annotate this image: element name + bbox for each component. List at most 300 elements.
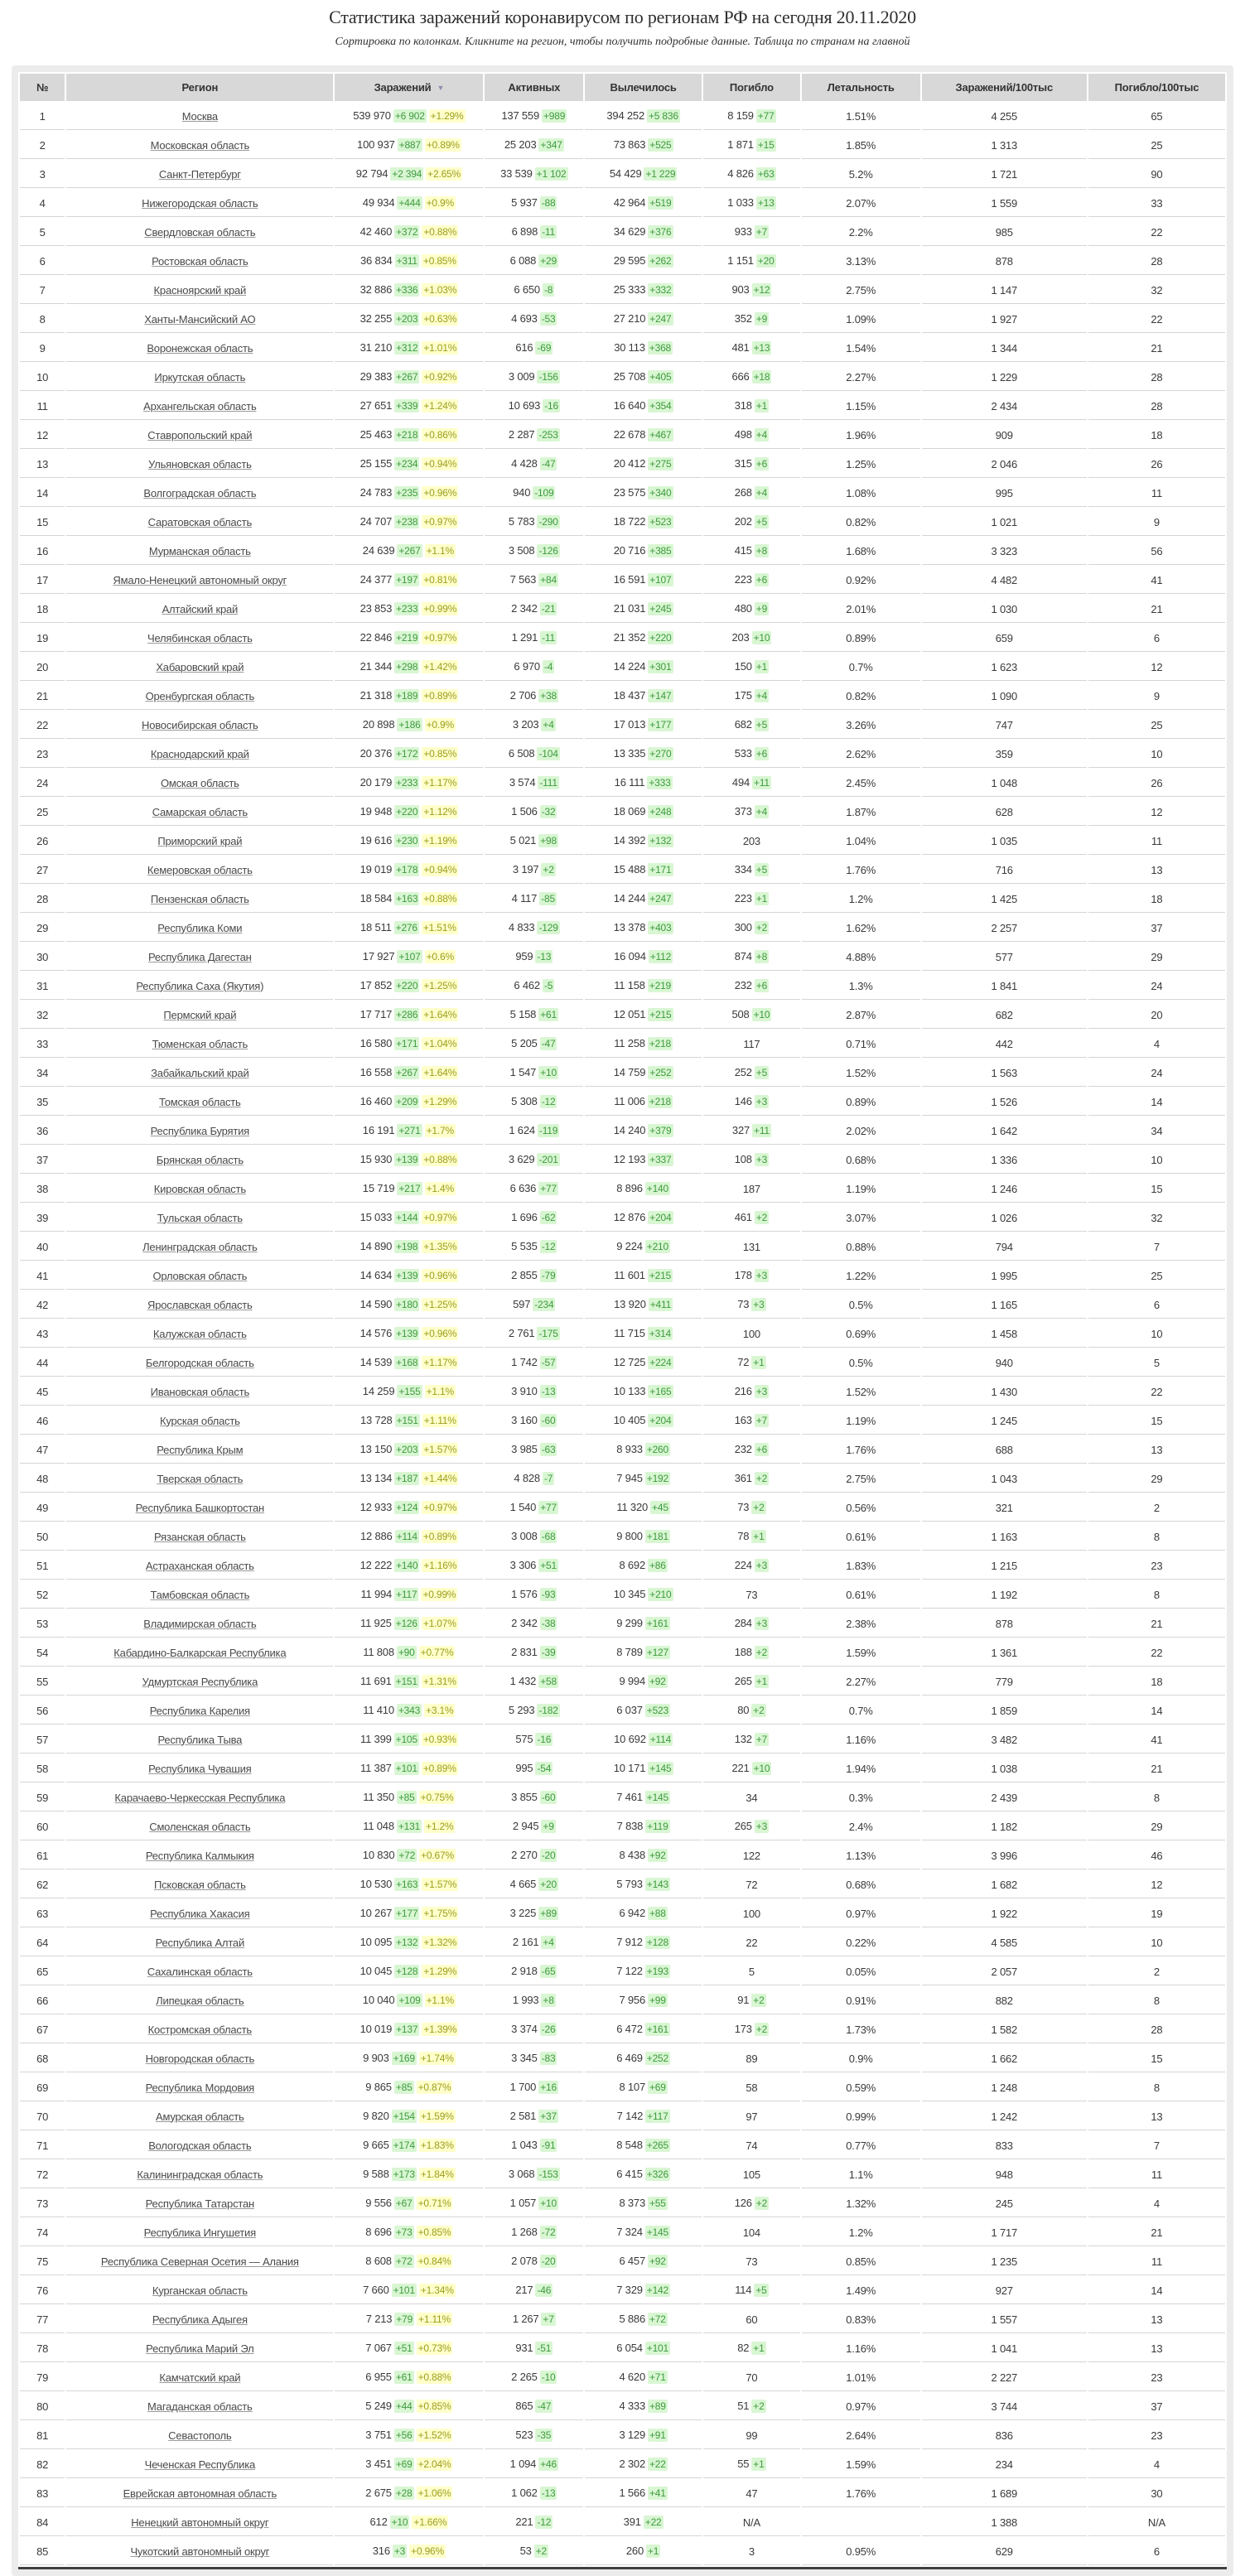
infected-cell: 5 249 +44 +0.85%	[335, 2393, 483, 2420]
region-link[interactable]: Ростовская область	[152, 254, 249, 268]
died-cell: 3	[703, 2538, 800, 2565]
region-link[interactable]: Орловская область	[152, 1269, 248, 1282]
region-link[interactable]: Свердловская область	[144, 225, 256, 239]
col-header-infected[interactable]: Заражений ▼	[335, 74, 483, 101]
table-row	[20, 1436, 1225, 1464]
active-delta-badge: -21	[541, 603, 556, 615]
infected-per100k-cell: 794	[922, 1233, 1087, 1261]
infected-delta-badge: +168	[396, 1357, 418, 1368]
infected-cell: 20 898 +186 +0.9%	[335, 712, 483, 739]
lethality-cell: 0.68%	[802, 1146, 920, 1174]
infected-delta-badge: +219	[396, 632, 418, 644]
region-link[interactable]: Курганская область	[152, 2284, 248, 2297]
active-delta-badge: -111	[539, 777, 557, 789]
region-link[interactable]: Тверская область	[157, 1472, 244, 1485]
region-cell	[66, 2219, 333, 2246]
infected-percent-badge: +1.29%	[430, 110, 464, 122]
region-link[interactable]: Ярославская область	[147, 1298, 253, 1311]
recovered-cell: 6 457 +92	[585, 2248, 702, 2275]
infected-per100k-cell: 1 043	[922, 1465, 1087, 1493]
region-link[interactable]: Забайкальский край	[151, 1066, 249, 1079]
active-cell: 597 -234	[485, 1291, 583, 1319]
recovered-delta-badge: +86	[649, 1560, 666, 1571]
active-delta-badge: -85	[541, 893, 555, 904]
infected-cell: 11 387 +101 +0.89%	[335, 1755, 483, 1782]
died-per100k-cell: 18	[1088, 1668, 1225, 1696]
recovered-delta-badge: +55	[649, 2197, 666, 2209]
recovered-delta-badge: +171	[649, 864, 672, 876]
row-number: 17	[20, 567, 65, 594]
recovered-delta-badge: +22	[644, 2516, 662, 2528]
died-delta-badge: +6	[755, 458, 768, 470]
region-link[interactable]: Республика Карелия	[149, 1704, 250, 1717]
died-delta-badge: +13	[753, 342, 770, 354]
active-cell: 3 160 -60	[485, 1407, 583, 1435]
region-link[interactable]: Мурманская область	[148, 544, 251, 557]
died-per100k-cell: 4	[1088, 1030, 1225, 1058]
region-link[interactable]: Пензенская область	[150, 892, 249, 905]
table-row	[20, 335, 1225, 362]
recovered-delta-badge: +45	[652, 1502, 668, 1513]
recovered-delta-badge: +145	[646, 1792, 668, 1803]
table-row	[20, 1929, 1225, 1956]
region-link[interactable]: Республика Саха (Якутия)	[136, 979, 264, 992]
lethality-cell: 2.2%	[802, 219, 920, 246]
infected-cell: 11 691 +151 +1.31%	[335, 1668, 483, 1696]
region-link[interactable]: Иркутская область	[154, 370, 246, 384]
region-link[interactable]: Брянская область	[156, 1153, 244, 1166]
region-link[interactable]: Калужская область	[152, 1327, 247, 1340]
active-cell: 2 287 -253	[485, 422, 583, 449]
row-number: 76	[20, 2277, 65, 2304]
recovered-cell: 30 113 +368	[585, 335, 702, 362]
row-number: 85	[20, 2538, 65, 2565]
col-header-died[interactable]: Погибло	[703, 74, 800, 101]
region-link[interactable]: Магаданская область	[147, 2400, 253, 2413]
row-number: 9	[20, 335, 65, 362]
died-cell: 82 +1	[703, 2335, 800, 2362]
region-link[interactable]: Республика Тыва	[157, 1733, 243, 1746]
infected-cell: 9 903 +169 +1.74%	[335, 2045, 483, 2072]
infected-per100k-cell: 985	[922, 219, 1087, 246]
region-link[interactable]: Республика Адыгея	[152, 2313, 248, 2326]
row-number: 53	[20, 1610, 65, 1638]
region-link[interactable]: Республика Дагестан	[147, 950, 252, 963]
region-link[interactable]: Еврейская автономная область	[123, 2487, 277, 2500]
region-link[interactable]: Амурская область	[156, 2110, 244, 2123]
region-link[interactable]: Кабардино-Балкарская Республика	[113, 1646, 287, 1659]
infected-cell: 9 820 +154 +1.59%	[335, 2103, 483, 2130]
died-per100k-cell: 8	[1088, 2074, 1225, 2101]
infected-percent-badge: +1.34%	[420, 2284, 454, 2296]
lethality-cell: 0.5%	[802, 1291, 920, 1319]
died-per100k-cell: 29	[1088, 1813, 1225, 1840]
died-delta-badge: +13	[757, 197, 775, 209]
region-link[interactable]: Самарская область	[152, 805, 248, 818]
infected-percent-badge: +1.35%	[423, 1241, 457, 1252]
active-delta-badge: -12	[541, 1241, 556, 1252]
active-cell: 3 345 -83	[485, 2045, 583, 2072]
region-cell	[66, 219, 333, 246]
active-cell: 2 918 -65	[485, 1958, 583, 1985]
infected-delta-badge: +230	[396, 835, 418, 847]
region-link[interactable]: Волгоградская область	[143, 486, 257, 499]
active-delta-badge: +20	[540, 1879, 557, 1890]
region-link[interactable]: Томская область	[159, 1095, 241, 1108]
died-cell: 104	[703, 2219, 800, 2246]
recovered-delta-badge: +210	[649, 1589, 672, 1600]
region-link[interactable]: Республика Северная Осетия — Алания	[100, 2255, 299, 2268]
active-delta-badge: +4	[543, 1937, 554, 1948]
table-row	[20, 1059, 1225, 1087]
row-number: 42	[20, 1291, 65, 1319]
lethality-cell: 1.87%	[802, 798, 920, 826]
region-link[interactable]: Москва	[181, 109, 218, 123]
region-cell	[66, 1436, 333, 1464]
region-link[interactable]: Приморский край	[157, 834, 243, 847]
col-header-died-per100k[interactable]: Погибло/100тыс	[1088, 74, 1225, 101]
infected-cell: 16 580 +171 +1.04%	[335, 1030, 483, 1058]
infected-delta-badge: +177	[396, 1908, 418, 1919]
active-cell: 1 062 -13	[485, 2480, 583, 2507]
table-row	[20, 1465, 1225, 1493]
recovered-delta-badge: +107	[649, 574, 672, 586]
row-number: 75	[20, 2248, 65, 2275]
table-row	[20, 1900, 1225, 1927]
recovered-delta-badge: +101	[646, 2342, 668, 2354]
infected-cell: 19 948 +220 +1.12%	[335, 798, 483, 826]
col-header-active[interactable]: Активных	[485, 74, 583, 101]
page-title: Статистика заражений коронавирусом по регионам РФ на сегодня 20.11.2020	[329, 7, 916, 27]
region-link[interactable]: Республика Татарстан	[145, 2197, 254, 2210]
died-cell: 318 +1	[703, 393, 800, 420]
col-header-number[interactable]: №	[20, 74, 65, 101]
row-number: 19	[20, 625, 65, 652]
region-link[interactable]: Тамбовская область	[150, 1588, 250, 1601]
region-link[interactable]: Курская область	[160, 1414, 240, 1427]
active-delta-badge: -16	[537, 1734, 552, 1745]
died-per100k-cell: 41	[1088, 567, 1225, 594]
active-cell: 217 -46	[485, 2277, 583, 2304]
infected-cell: 10 040 +109 +1.1%	[335, 1987, 483, 2014]
recovered-cell: 7 461 +145	[585, 1784, 702, 1811]
col-header-region[interactable]: Регион	[66, 74, 333, 101]
died-cell: 223 +6	[703, 567, 800, 594]
recovered-delta-badge: +405	[649, 371, 672, 383]
recovered-delta-badge: +368	[649, 342, 672, 354]
infected-percent-badge: +1.29%	[423, 1966, 457, 1977]
recovered-cell: 7 142 +117	[585, 2103, 702, 2130]
region-cell	[66, 1465, 333, 1493]
lethality-cell: 0.71%	[802, 1030, 920, 1058]
infected-delta-badge: +51	[395, 2342, 413, 2354]
recovered-delta-badge: +247	[649, 893, 672, 904]
col-header-infected-per100k[interactable]: Заражений/100тыс	[922, 74, 1087, 101]
infected-per100k-cell: 1 458	[922, 1320, 1087, 1348]
region-link[interactable]: Астраханская область	[145, 1559, 254, 1572]
active-cell: 6 088 +29	[485, 248, 583, 275]
region-cell	[66, 740, 333, 768]
table-row	[20, 1291, 1225, 1319]
row-number: 69	[20, 2074, 65, 2101]
active-delta-badge: -32	[541, 806, 556, 818]
died-per100k-cell: 11	[1088, 827, 1225, 855]
recovered-cell: 29 595 +262	[585, 248, 702, 275]
table-row	[20, 2103, 1225, 2130]
died-delta-badge: +1	[755, 1676, 768, 1687]
region-link[interactable]: Севастополь	[168, 2429, 232, 2442]
region-cell	[66, 1146, 333, 1174]
active-delta-badge: +77	[540, 1183, 557, 1194]
region-link[interactable]: Республика Марий Эл	[146, 2342, 254, 2355]
recovered-delta-badge: +1 229	[645, 168, 676, 180]
infected-delta-badge: +85	[395, 2082, 413, 2093]
lethality-cell: 0.5%	[802, 1349, 920, 1377]
active-delta-badge: +84	[540, 574, 557, 586]
region-link[interactable]: Удмуртская Республика	[142, 1675, 258, 1688]
region-cell	[66, 1755, 333, 1782]
recovered-cell: 394 252 +5 836	[585, 103, 702, 130]
active-cell: 523 -35	[485, 2422, 583, 2449]
region-cell	[66, 2480, 333, 2507]
region-cell	[66, 1784, 333, 1811]
col-header-recovered[interactable]: Вылечилось	[585, 74, 702, 101]
region-link[interactable]: Республика Калмыкия	[145, 1849, 254, 1862]
region-link[interactable]: Ханты-Мансийский АО	[144, 312, 256, 326]
region-link[interactable]: Алтайский край	[162, 602, 239, 615]
infected-cell: 11 410 +343 +3.1%	[335, 1697, 483, 1725]
infected-per100k-cell: 948	[922, 2161, 1087, 2188]
infected-percent-badge: +1.64%	[423, 1067, 457, 1078]
active-cell: 4 428 -47	[485, 451, 583, 478]
infected-percent-badge: +0.77%	[420, 1647, 454, 1658]
region-link[interactable]: Пермский край	[163, 1008, 237, 1021]
recovered-delta-badge: +385	[649, 545, 672, 557]
infected-cell: 17 927 +107 +0.6%	[335, 943, 483, 971]
table-row	[20, 654, 1225, 681]
region-link[interactable]: Республика Ингушетия	[143, 2226, 256, 2239]
region-link[interactable]: Республика Хакасия	[150, 1907, 250, 1920]
infected-delta-badge: +444	[398, 197, 421, 209]
region-cell	[66, 1088, 333, 1116]
table-row	[20, 393, 1225, 420]
region-link[interactable]: Оренбургская область	[145, 689, 255, 702]
region-link[interactable]: Смоленская область	[149, 1820, 251, 1833]
region-link[interactable]: Ульяновская область	[148, 457, 252, 470]
died-cell: 666 +18	[703, 364, 800, 391]
region-link[interactable]: Тульская область	[157, 1211, 243, 1224]
recovered-cell: 11 158 +219	[585, 972, 702, 1000]
region-link[interactable]: Омская область	[160, 776, 239, 789]
infected-percent-badge: +1.59%	[420, 2110, 454, 2122]
region-cell	[66, 2190, 333, 2217]
region-link[interactable]: Чукотский автономный округ	[130, 2545, 270, 2558]
died-cell: 252 +5	[703, 1059, 800, 1087]
died-cell: 1 033 +13	[703, 190, 800, 217]
region-link[interactable]: Сахалинская область	[147, 1965, 253, 1978]
region-link[interactable]: Челябинская область	[147, 631, 253, 644]
died-delta-badge: +10	[753, 1009, 770, 1020]
region-link[interactable]: Липецкая область	[156, 1994, 244, 2007]
region-link[interactable]: Саратовская область	[147, 515, 253, 528]
table-row	[20, 769, 1225, 797]
region-link[interactable]: Красноярский край	[153, 283, 247, 297]
recovered-cell: 18 437 +147	[585, 683, 702, 710]
region-link[interactable]: Республика Чувашия	[148, 1762, 252, 1775]
died-delta-badge: +63	[757, 168, 775, 180]
region-link[interactable]: Ставропольский край	[147, 428, 253, 441]
infected-per100k-cell: 1 165	[922, 1291, 1087, 1319]
active-cell: 3 910 -13	[485, 1378, 583, 1406]
region-link[interactable]: Ненецкий автономный округ	[131, 2516, 269, 2529]
died-cell: 352 +9	[703, 306, 800, 333]
row-number: 72	[20, 2161, 65, 2188]
region-link[interactable]: Чеченская Республика	[144, 2458, 256, 2471]
recovered-delta-badge: +260	[646, 1444, 668, 1455]
died-delta-badge: +5	[755, 516, 768, 528]
infected-cell: 11 399 +105 +0.93%	[335, 1726, 483, 1754]
infected-cell: 12 222 +140 +1.16%	[335, 1552, 483, 1580]
region-link[interactable]: Вологодская область	[148, 2139, 252, 2152]
row-number: 70	[20, 2103, 65, 2130]
region-link[interactable]: Республика Коми	[157, 921, 243, 934]
infected-cell: 16 558 +267 +1.64%	[335, 1059, 483, 1087]
region-link[interactable]: Республика Бурятия	[150, 1124, 250, 1137]
infected-percent-badge: +0.73%	[417, 2342, 451, 2354]
active-cell: 137 559 +989	[485, 103, 583, 130]
region-link[interactable]: Кировская область	[153, 1182, 246, 1195]
lethality-cell: 0.88%	[802, 1233, 920, 1261]
recovered-delta-badge: +92	[649, 1676, 666, 1687]
region-link[interactable]: Республика Алтай	[155, 1936, 245, 1949]
died-cell: 4 826 +63	[703, 161, 800, 188]
infected-percent-badge: +2.65%	[427, 168, 461, 180]
region-link[interactable]: Белгородская область	[145, 1356, 254, 1369]
region-link[interactable]: Нижегородская область	[142, 196, 258, 210]
active-delta-badge: -63	[541, 1444, 556, 1455]
lethality-cell: 1.83%	[802, 1552, 920, 1580]
table-row	[20, 1001, 1225, 1029]
region-link[interactable]: Воронежская область	[147, 341, 253, 355]
active-delta-badge: -13	[541, 1386, 556, 1397]
region-link[interactable]: Хабаровский край	[156, 660, 244, 673]
infected-per100k-cell: 927	[922, 2277, 1087, 2304]
region-link[interactable]: Кемеровская область	[147, 863, 253, 876]
region-link[interactable]: Ивановская область	[150, 1385, 250, 1398]
region-link[interactable]: Новосибирская область	[142, 718, 258, 731]
active-delta-badge: -4	[543, 661, 553, 673]
region-link[interactable]: Республика Мордовия	[145, 2081, 255, 2094]
region-cell	[66, 103, 333, 130]
region-cell	[66, 1871, 333, 1898]
region-link[interactable]: Ямало-Ненецкий автономный округ	[113, 573, 287, 586]
active-delta-badge: -60	[541, 1415, 556, 1426]
region-link[interactable]: Республика Башкортостан	[135, 1501, 265, 1514]
region-link[interactable]: Тюменская область	[152, 1037, 249, 1050]
died-per100k-cell: 24	[1088, 1059, 1225, 1087]
lethality-cell: 1.59%	[802, 2451, 920, 2478]
infected-percent-badge: +0.93%	[422, 1734, 456, 1745]
active-cell: 1 291 -11	[485, 625, 583, 652]
region-link[interactable]: Московская область	[150, 138, 250, 152]
recovered-cell: 17 013 +177	[585, 712, 702, 739]
infected-per100k-cell: 1 841	[922, 972, 1087, 1000]
died-cell: 97	[703, 2103, 800, 2130]
died-cell: 874 +8	[703, 943, 800, 971]
row-number: 56	[20, 1697, 65, 1725]
lethality-cell: 2.02%	[802, 1117, 920, 1145]
recovered-delta-badge: +252	[646, 2053, 668, 2064]
table-row	[20, 2364, 1225, 2391]
infected-per100k-cell: 4 255	[922, 103, 1087, 130]
region-link[interactable]: Новгородская область	[145, 2052, 255, 2065]
active-cell: 2 831 -39	[485, 1639, 583, 1667]
infected-per100k-cell: 1 163	[922, 1523, 1087, 1551]
region-link[interactable]: Краснодарский край	[150, 747, 249, 760]
region-link[interactable]: Калининградская область	[137, 2168, 263, 2181]
infected-delta-badge: +235	[396, 487, 418, 499]
died-delta-badge: +5	[755, 864, 768, 876]
died-cell: 100	[703, 1900, 800, 1927]
died-cell: 284 +3	[703, 1610, 800, 1638]
region-link[interactable]: Санкт-Петербург	[158, 167, 241, 181]
region-link[interactable]: Ленинградская область	[142, 1240, 258, 1253]
active-cell: 1 696 -62	[485, 1204, 583, 1232]
recovered-cell: 20 412 +275	[585, 451, 702, 478]
active-cell: 1 576 -93	[485, 1581, 583, 1609]
infected-per100k-cell: 1 147	[922, 277, 1087, 304]
infected-delta-badge: +10	[391, 2516, 408, 2528]
region-cell	[66, 972, 333, 1000]
region-cell	[66, 480, 333, 507]
active-delta-badge: -39	[541, 1647, 556, 1658]
infected-percent-badge: +1.2%	[426, 1821, 454, 1832]
region-cell	[66, 422, 333, 449]
region-link[interactable]: Рязанская область	[153, 1530, 246, 1543]
infected-per100k-cell: 3 323	[922, 538, 1087, 565]
region-link[interactable]: Карачаево-Черкесская Республика	[114, 1791, 286, 1804]
table-row	[20, 2306, 1225, 2333]
recovered-delta-badge: +114	[649, 1734, 672, 1745]
died-per100k-cell: 11	[1088, 480, 1225, 507]
infected-delta-badge: +203	[396, 1444, 418, 1455]
region-link[interactable]: Архангельская область	[143, 399, 257, 412]
active-delta-badge: +10	[540, 2197, 557, 2209]
infected-percent-badge: +1.57%	[423, 1444, 457, 1455]
lethality-cell: 1.15%	[802, 393, 920, 420]
row-number: 5	[20, 219, 65, 246]
region-link[interactable]: Республика Крым	[157, 1443, 244, 1456]
died-delta-badge: +18	[753, 371, 770, 383]
infected-delta-badge: +203	[396, 313, 418, 325]
infected-percent-badge: +1.04%	[423, 1038, 457, 1049]
recovered-delta-badge: +92	[649, 2255, 666, 2267]
recovered-cell: 18 069 +248	[585, 798, 702, 826]
lethality-cell: 0.89%	[802, 625, 920, 652]
died-cell: 178 +3	[703, 1262, 800, 1290]
table-row	[20, 1146, 1225, 1174]
died-delta-badge: +3	[755, 1618, 768, 1629]
died-per100k-cell: 28	[1088, 393, 1225, 420]
region-link[interactable]: Псковская область	[153, 1878, 246, 1891]
region-link[interactable]: Камчатский край	[159, 2371, 241, 2384]
col-header-lethality[interactable]: Летальность	[802, 74, 920, 101]
died-cell: 73	[703, 1581, 800, 1609]
died-per100k-cell: 34	[1088, 1117, 1225, 1145]
recovered-cell: 7 956 +99	[585, 1987, 702, 2014]
region-link[interactable]: Владимирская область	[143, 1617, 257, 1630]
region-link[interactable]: Костромская область	[147, 2023, 252, 2036]
